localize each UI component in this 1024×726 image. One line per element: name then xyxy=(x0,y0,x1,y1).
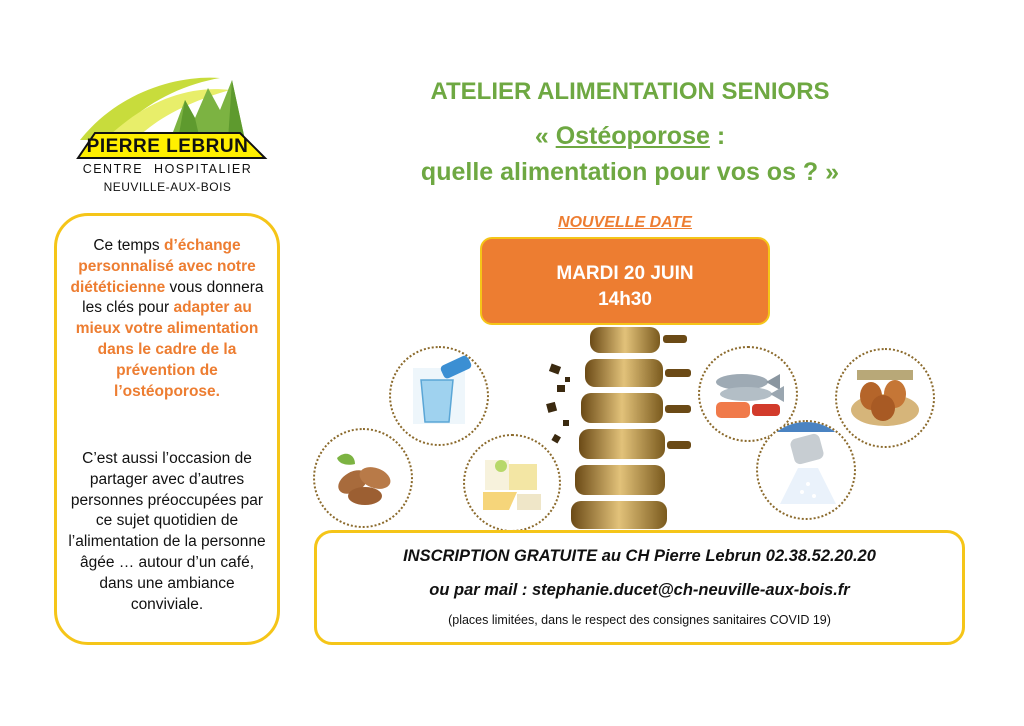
spine-image xyxy=(545,325,695,530)
logo-name: PIERRE LEBRUN xyxy=(86,136,249,157)
desc-part-2: d’échange personnalisé avec notre diététicienne xyxy=(70,237,256,296)
page-title: ATELIER ALIMENTATION SENIORS xyxy=(430,78,830,105)
desc-part-3: vous donnera les clés pour xyxy=(82,278,264,317)
almonds-icon xyxy=(315,430,411,526)
logo-mountains-icon xyxy=(60,70,275,195)
event-time: 14h30 xyxy=(598,289,652,310)
desc-part-1: Ce temps xyxy=(93,237,164,254)
salt-icon xyxy=(758,422,854,518)
cheese-image xyxy=(463,434,561,532)
subtitle-topic: Ostéoporose xyxy=(555,122,710,150)
logo-line-2: NEUVILLE-AUX-BOIS xyxy=(103,180,232,194)
cheese-icon xyxy=(465,436,559,530)
registration-email-line: ou par mail : stephanie.ducet@ch-neuville-aux-bois.fr xyxy=(429,581,850,599)
logo-line-1: CENTRE HOSPITALIER xyxy=(82,162,253,176)
subtitle-colon: : xyxy=(709,122,726,150)
hospital-logo xyxy=(60,70,275,195)
subtitle-line-1 xyxy=(330,122,930,151)
subtitle-line-2: quelle alimentation pour vos os ? » xyxy=(420,158,840,186)
desc-part-4: adapter au mieux votre alimentation dans le cadre de la prévention de l’ostéoporose. xyxy=(75,299,259,400)
subtitle-open: « xyxy=(534,122,556,150)
description-paragraph-2: C’est aussi l’occasion de partager avec d’autres personnes préoccupées par ce sujet quotidien de l’alimentation de la personne âgée … autour d’un café, dans une ambiance conviviale. xyxy=(68,450,266,613)
registration-note: (places limitées, dans le respect des consignes sanitaires COVID 19) xyxy=(448,613,831,627)
almonds-image xyxy=(313,428,413,528)
description-paragraph-1 xyxy=(67,236,267,402)
salt-image xyxy=(756,420,856,520)
date-box xyxy=(480,237,770,325)
new-date-label: NOUVELLE DATE xyxy=(558,214,692,231)
event-date: MARDI 20 JUIN xyxy=(556,263,694,284)
registration-line-1: INSCRIPTION GRATUITE au CH Pierre Lebrun 02.38.52.20.20 xyxy=(403,547,876,565)
registration-box xyxy=(314,530,965,645)
description-box xyxy=(54,213,280,645)
spine-icon xyxy=(545,325,695,530)
